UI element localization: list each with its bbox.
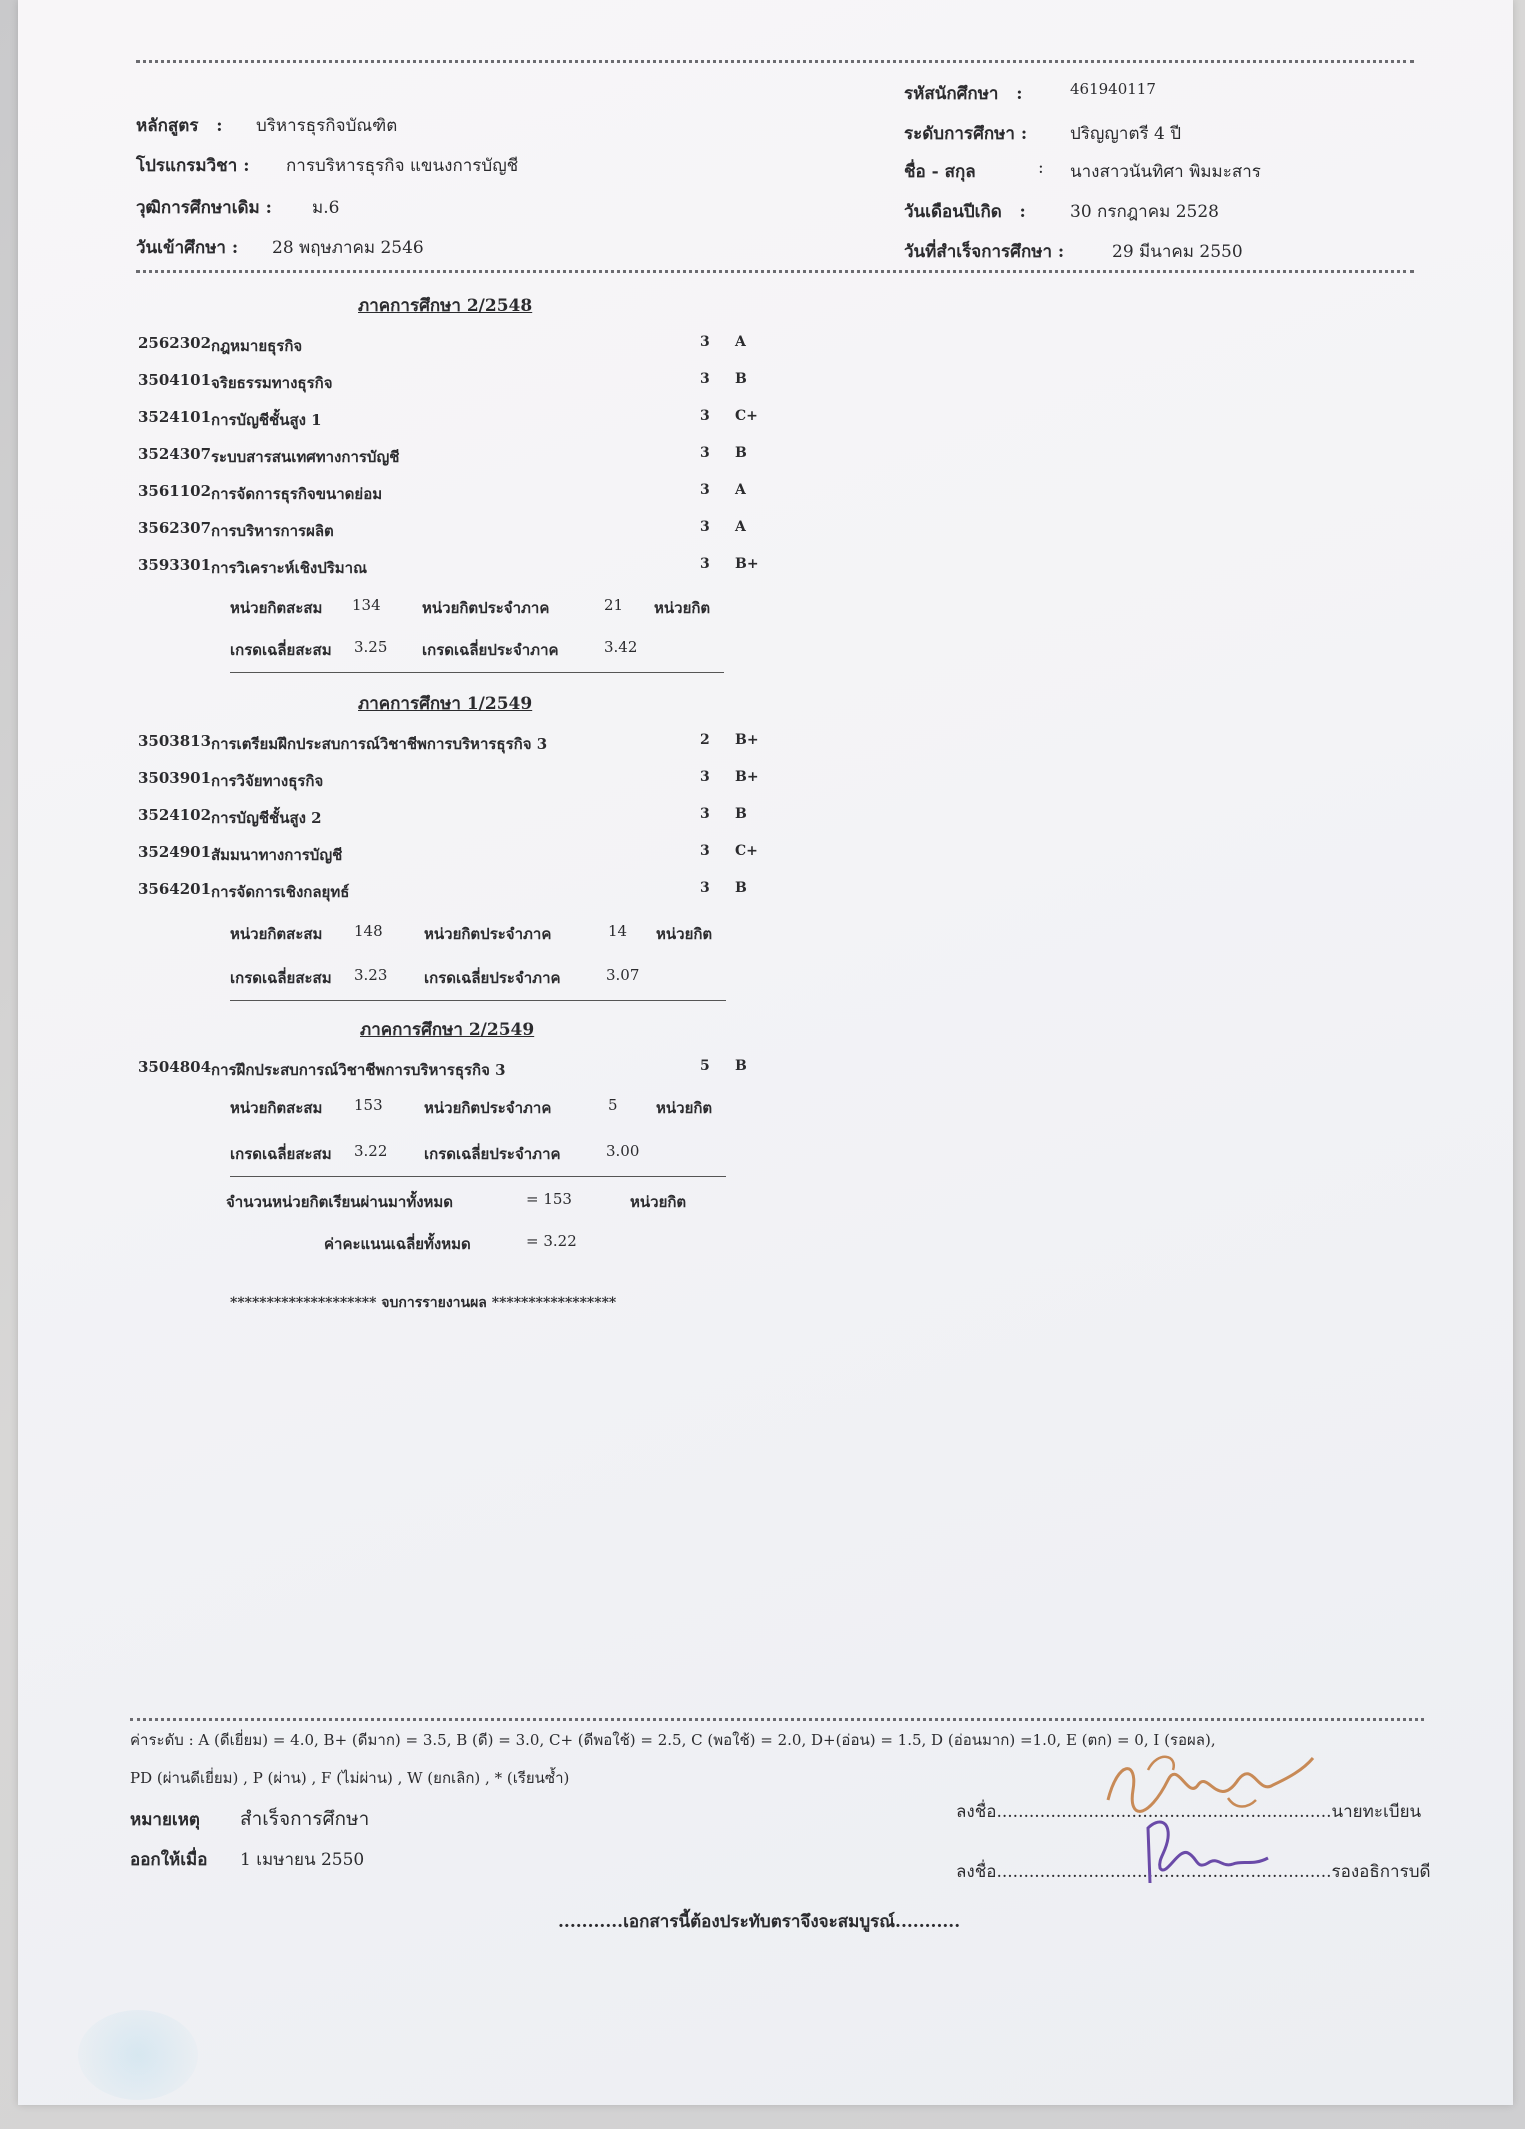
prior-edu-label: วุฒิการศึกษาเดิม : (136, 198, 272, 218)
course-credit: 5 (700, 1058, 710, 1074)
grad-label: วันที่สำเร็จการศึกษา : (904, 242, 1065, 262)
course-code: 3524101 (138, 408, 212, 426)
course-name: การวิเคราะห์เชิงปริมาณ (211, 559, 368, 577)
seal-note: ...........เอกสารนี้ต้องประทับตราจึงจะสมบูรณ์........... (558, 1912, 961, 1932)
course-grade: B+ (735, 732, 759, 748)
course-name: การบัญชีชั้นสูง 2 (211, 809, 322, 827)
course-code: 3524901 (138, 843, 212, 861)
grade-legend-line2: PD (ผ่านดีเยี่ยม) , P (ผ่าน) , F (ไม่ผ่าน) , W (ยกเลิก) , * (เรียนซ้ำ) (130, 1769, 570, 1787)
paper-stain (78, 2010, 198, 2100)
birth-date: 30 กรกฎาคม 2528 (1070, 202, 1219, 222)
admit-label: วันเข้าศึกษา : (136, 238, 239, 258)
admit-date: 28 พฤษภาคม 2546 (272, 238, 424, 258)
course-name: การบัญชีชั้นสูง 1 (211, 411, 322, 429)
issued-label: ออกให้เมื่อ (130, 1850, 208, 1870)
prior-edu: ม.6 (312, 198, 340, 218)
course-credit: 3 (700, 408, 710, 424)
sem-gpa-label: เกรดเฉลี่ยประจำภาค (424, 1145, 561, 1163)
sem-credit: 14 (608, 922, 628, 940)
sem-gpa: 3.00 (606, 1142, 640, 1160)
course-credit: 3 (700, 519, 710, 535)
course-grade: B+ (735, 556, 759, 572)
course-name: จริยธรรมทางธุรกิจ (211, 374, 333, 392)
level: ปริญญาตรี 4 ปี (1070, 124, 1182, 144)
course-row (138, 843, 778, 869)
sem-gpa-label: เกรดเฉลี่ยประจำภาค (422, 641, 559, 659)
remark-label: หมายเหตุ (130, 1810, 200, 1830)
top-divider (136, 60, 1414, 63)
course-row (138, 769, 778, 795)
footer-divider (130, 1718, 1424, 1721)
total-credits-unit: หน่วยกิต (630, 1193, 687, 1211)
cum-credit-label: หน่วยกิตสะสม (230, 599, 323, 617)
total-gpa-label: ค่าคะแนนเฉลี่ยทั้งหมด (324, 1235, 471, 1253)
sem-gpa: 3.42 (604, 638, 638, 656)
course-grade: B+ (735, 769, 759, 785)
grade-legend-line1: ค่าระดับ : A (ดีเยี่ยม) = 4.0, B+ (ดีมาก) = 3.5, B (ดี) = 3.0, C+ (ดีพอใช้) = 2.5, C (พอใช้) = 2.0, D+(อ่อน) = 1.5, D (อ่อนมาก) =1.0, E (ตก) = 0, I (รอผล), (130, 1731, 1216, 1749)
course-row (138, 445, 778, 471)
course-row (138, 880, 778, 906)
remark: สำเร็จการศึกษา (240, 1808, 370, 1830)
course-credit: 2 (700, 732, 710, 748)
credit-unit: หน่วยกิต (656, 925, 713, 943)
name-colon: : (1038, 158, 1044, 178)
course-credit: 3 (700, 445, 710, 461)
cum-gpa-label: เกรดเฉลี่ยสะสม (230, 969, 332, 987)
course-code: 3503813 (138, 732, 212, 750)
sem-gpa-label: เกรดเฉลี่ยประจำภาค (424, 969, 561, 987)
course-credit: 3 (700, 880, 710, 896)
credit-unit: หน่วยกิต (654, 599, 711, 617)
cum-gpa: 3.22 (354, 1142, 388, 1160)
course-grade: C+ (735, 408, 758, 424)
course-name: การบริหารการผลิต (211, 522, 334, 540)
cum-credit-label: หน่วยกิตสะสม (230, 925, 323, 943)
student-id: 461940117 (1070, 80, 1156, 98)
course-credit: 3 (700, 556, 710, 572)
total-gpa: = 3.22 (526, 1232, 577, 1250)
course-grade: B (735, 1058, 747, 1074)
course-grade: A (735, 334, 746, 350)
semester-title: ภาคการศึกษา 1/2549 (358, 694, 533, 714)
vice-president-sign-line: ลงชื่อ..............................................................รองอธิการบดี (956, 1862, 1431, 1882)
sem-credit-label: หน่วยกิตประจำภาค (422, 599, 550, 617)
curriculum-label: หลักสูตร : (136, 116, 223, 136)
end-report: ******************** จบการรายงานผล ***************** (230, 1295, 617, 1311)
course-name: การเตรียมฝึกประสบการณ์วิชาชีพการบริหารธุรกิจ 3 (211, 735, 548, 753)
course-code: 3564201 (138, 880, 212, 898)
semester-title: ภาคการศึกษา 2/2548 (358, 296, 533, 316)
sem-credit-label: หน่วยกิตประจำภาค (424, 1099, 552, 1117)
course-row (138, 371, 778, 397)
course-credit: 3 (700, 769, 710, 785)
course-row (138, 1058, 778, 1084)
cum-credit-label: หน่วยกิตสะสม (230, 1099, 323, 1117)
course-row (138, 334, 778, 360)
course-code: 3504101 (138, 371, 212, 389)
grad-date: 29 มีนาคม 2550 (1112, 242, 1243, 262)
birth-label: วันเดือนปีเกิด : (904, 202, 1026, 222)
course-grade: B (735, 806, 747, 822)
course-code: 3503901 (138, 769, 212, 787)
course-grade: B (735, 880, 747, 896)
course-code: 2562302 (138, 334, 212, 352)
program: การบริหารธุรกิจ แขนงการบัญชี (286, 156, 519, 176)
course-credit: 3 (700, 334, 710, 350)
course-code: 3593301 (138, 556, 212, 574)
total-credits: = 153 (526, 1190, 572, 1208)
semester-divider (230, 1176, 726, 1177)
cum-gpa: 3.23 (354, 966, 388, 984)
student-name: นางสาวนันทิศา พิมมะสาร (1070, 162, 1261, 182)
cum-gpa-label: เกรดเฉลี่ยสะสม (230, 641, 332, 659)
course-name: ระบบสารสนเทศทางการบัญชี (211, 448, 400, 466)
semester-divider (230, 1000, 726, 1001)
course-name: การจัดการเชิงกลยุทธ์ (211, 883, 350, 901)
course-row (138, 519, 778, 545)
course-credit: 3 (700, 843, 710, 859)
registrar-sign-line: ลงชื่อ..............................................................นายทะเบียน (956, 1802, 1422, 1822)
course-credit: 3 (700, 371, 710, 387)
course-code: 3524102 (138, 806, 212, 824)
semester-title: ภาคการศึกษา 2/2549 (360, 1020, 535, 1040)
course-code: 3504804 (138, 1058, 212, 1076)
course-row (138, 732, 778, 758)
course-name: การวิจัยทางธุรกิจ (211, 772, 324, 790)
sem-credit: 21 (604, 596, 624, 614)
sem-credit-label: หน่วยกิตประจำภาค (424, 925, 552, 943)
course-name: สัมมนาทางการบัญชี (211, 846, 343, 864)
course-code: 3524307 (138, 445, 212, 463)
course-code: 3562307 (138, 519, 212, 537)
total-credits-label: จำนวนหน่วยกิตเรียนผ่านมาทั้งหมด (226, 1193, 454, 1211)
course-row (138, 556, 778, 582)
course-code: 3561102 (138, 482, 212, 500)
vice-president-signature (1118, 1808, 1278, 1898)
student-id-label: รหัสนักศึกษา : (904, 84, 1023, 104)
course-grade: A (735, 519, 746, 535)
cum-credit: 148 (354, 922, 383, 940)
program-label: โปรแกรมวิชา : (136, 156, 250, 176)
course-credit: 3 (700, 806, 710, 822)
cum-credit: 134 (352, 596, 381, 614)
cum-gpa-label: เกรดเฉลี่ยสะสม (230, 1145, 332, 1163)
course-row (138, 482, 778, 508)
level-label: ระดับการศึกษา : (904, 124, 1028, 144)
header-divider (136, 270, 1414, 273)
sem-gpa: 3.07 (606, 966, 640, 984)
cum-credit: 153 (354, 1096, 383, 1114)
course-grade: B (735, 371, 747, 387)
curriculum: บริหารธุรกิจบัณฑิต (256, 116, 398, 136)
semester-divider (230, 672, 724, 673)
course-grade: B (735, 445, 747, 461)
credit-unit: หน่วยกิต (656, 1099, 713, 1117)
cum-gpa: 3.25 (354, 638, 388, 656)
course-name: การฝึกประสบการณ์วิชาชีพการบริหารธุรกิจ 3 (211, 1061, 506, 1079)
course-grade: C+ (735, 843, 758, 859)
issued-date: 1 เมษายน 2550 (240, 1850, 365, 1870)
transcript-page (18, 0, 1513, 2105)
course-grade: A (735, 482, 746, 498)
course-name: กฎหมายธุรกิจ (211, 337, 303, 355)
course-name: การจัดการธุรกิจขนาดย่อม (211, 485, 383, 503)
course-row (138, 806, 778, 832)
sem-credit: 5 (608, 1096, 618, 1114)
course-credit: 3 (700, 482, 710, 498)
course-row (138, 408, 778, 434)
name-label: ชื่อ - สกุล (904, 162, 976, 182)
